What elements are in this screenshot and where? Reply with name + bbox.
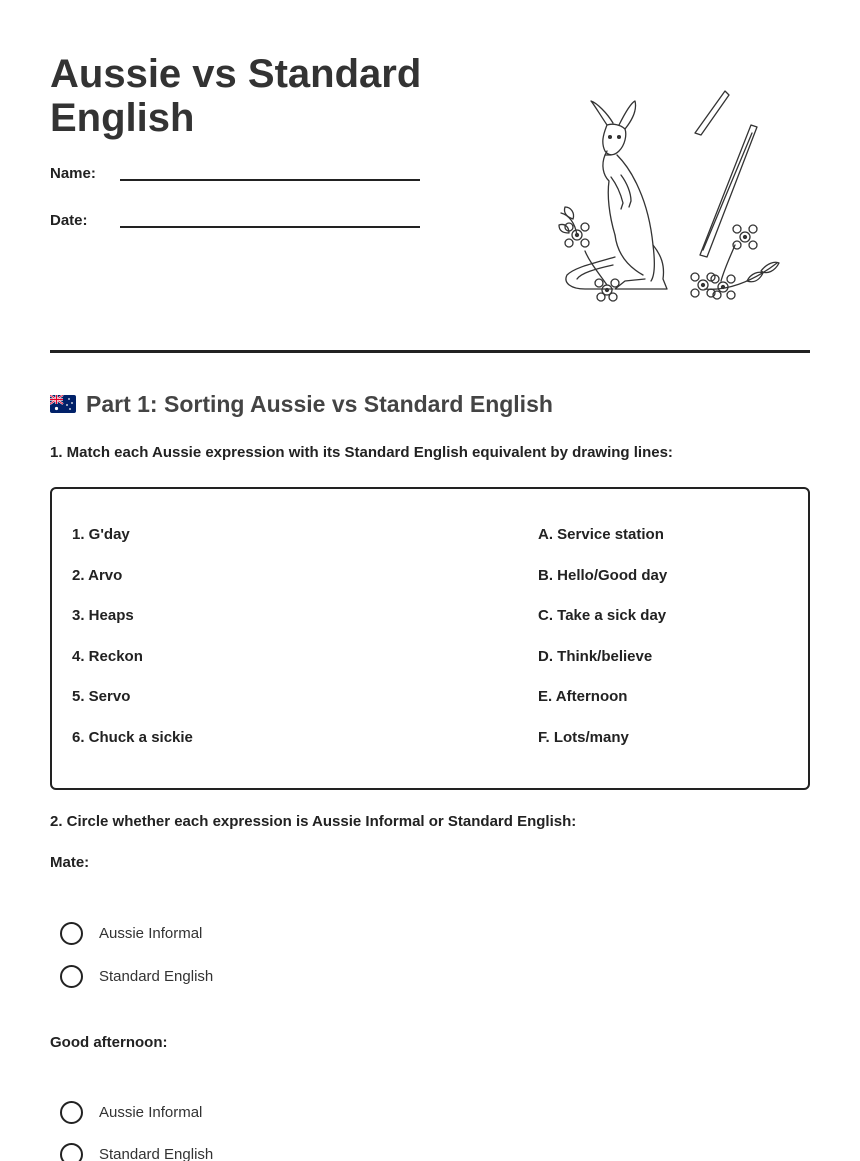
expression-label-mate: Mate: — [50, 854, 90, 871]
expression-label-good-afternoon: Good afternoon: — [50, 1034, 168, 1051]
aussie-expression-item[interactable]: 1. G'day — [72, 526, 130, 543]
option-aussie-informal[interactable] — [60, 920, 202, 946]
aussie-expressions-list — [72, 526, 193, 769]
aussie-expression-item[interactable]: 3. Heaps — [72, 607, 134, 624]
date-field[interactable] — [50, 212, 430, 236]
option-label: Aussie Informal — [99, 1103, 203, 1121]
standard-english-item[interactable]: E. Afternoon — [538, 688, 628, 705]
australian-flag-icon — [50, 395, 76, 413]
standard-english-item[interactable]: F. Lots/many — [538, 728, 629, 746]
option-label: Standard English — [99, 967, 214, 985]
aussie-expression-item[interactable]: 5. Servo — [72, 688, 131, 705]
aussie-expression-item[interactable]: 4. Reckon — [72, 647, 143, 665]
name-label: Name: — [50, 165, 96, 182]
radio-circle[interactable] — [60, 1143, 83, 1161]
header-divider — [50, 350, 810, 353]
question-1: 1. Match each Aussie expression with its Standard English equivalent by drawing lines: — [50, 444, 673, 461]
standard-english-item[interactable]: C. Take a sick day — [538, 607, 667, 624]
date-label: Date: — [50, 212, 88, 229]
standard-english-list — [538, 526, 667, 769]
option-aussie-informal[interactable] — [60, 1099, 202, 1125]
option-label: Aussie Informal — [99, 924, 203, 942]
radio-circle[interactable] — [60, 965, 83, 988]
radio-circle[interactable] — [60, 922, 83, 945]
aussie-expression-item[interactable]: 6. Chuck a sickie — [72, 728, 193, 746]
aussie-expression-item[interactable]: 2. Arvo — [72, 566, 123, 584]
part1-heading — [50, 388, 553, 420]
date-line[interactable] — [120, 226, 420, 228]
part1-title: Part 1: Sorting Aussie vs Standard English — [86, 390, 553, 417]
standard-english-item[interactable]: A. Service station — [538, 526, 664, 543]
question-2: 2. Circle whether each expression is Aussie Informal or Standard English: — [50, 813, 577, 830]
matching-box — [50, 487, 810, 790]
standard-english-item[interactable]: D. Think/believe — [538, 647, 653, 665]
worksheet-title: Aussie vs Standard English — [50, 52, 422, 140]
option-label: Standard English — [99, 1145, 214, 1161]
standard-english-item[interactable]: B. Hello/Good day — [538, 566, 668, 584]
option-standard-english[interactable] — [60, 963, 213, 989]
name-field[interactable] — [50, 165, 430, 189]
kangaroo-illustration — [555, 85, 785, 310]
name-line[interactable] — [120, 179, 420, 181]
radio-circle[interactable] — [60, 1101, 83, 1124]
option-standard-english[interactable] — [60, 1141, 213, 1161]
